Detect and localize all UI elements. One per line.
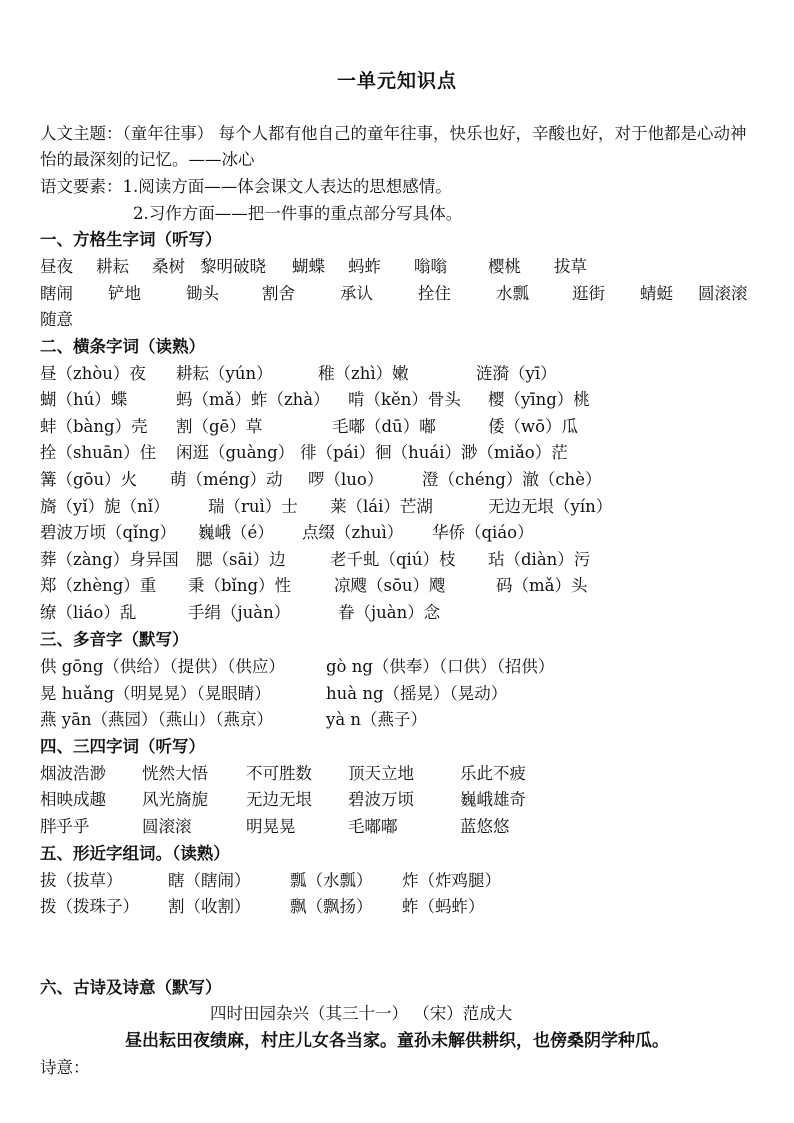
word-item: 炸（炸鸡腿） [402,871,501,890]
word-item: 涟漪（yī） [476,364,557,383]
word-item: yà n（燕子） [326,710,428,729]
word-item: 蜻蜓 [640,284,673,303]
word-item: 拔（拔草） [40,871,123,890]
word-item: 水瓢 [496,284,529,303]
word-item: 无边无垠 [246,790,312,809]
word-item: 拨（拨珠子） [40,897,139,916]
word-item: 瓢（水瓢） [290,871,373,890]
word-item: gò ng（供奉）（口供）（招供） [326,657,555,676]
word-item: 割舍 [262,284,295,303]
word-item: 明晃晃 [246,817,296,836]
word-item: 昼（zhòu）夜 [40,364,146,383]
section-3-row [40,654,756,680]
section-2-row [40,387,756,413]
word-item: 割（收割） [168,897,251,916]
word-item: 蚱（蚂蚱） [402,897,485,916]
word-item: 乐此不疲 [460,764,526,783]
word-item: 蚌（bàng）壳 [40,417,148,436]
section-4-row [40,761,756,787]
word-item: 萌（méng）动 [170,470,283,489]
word-item: 点缀（zhuì） [302,523,404,542]
word-item: 割（gē）草 [176,417,263,436]
section-1-row-2 [40,281,756,307]
section-3-row [40,681,756,707]
word-item: 耕耘 [96,257,129,276]
section-5-row [40,894,756,920]
poem-title: 四时田园杂兴（其三十一） （宋）范成大 [210,1004,513,1023]
word-item: 晃 huǎng（明晃晃）（晃眼睛） [40,684,271,703]
word-item: 锄头 [186,284,219,303]
poem-text: 昼出耘田夜绩麻，村庄儿女各当家。童孙未解供耕织，也傍桑阴学种瓜。 [125,1031,669,1051]
section-2-row [40,600,756,626]
section-4-row [40,814,756,840]
word-item: 瞎闹 [40,284,73,303]
word-item: 圆滚滚 [698,284,748,303]
word-item: 蝴蝶 [292,257,325,276]
word-item: huà ng（摇晃）（晃动） [326,684,508,703]
word-item: 旖（yǐ）旎（nǐ） [40,497,170,516]
word-item: 拴住 [418,284,451,303]
section-3-row [40,707,756,733]
word-item: 烟波浩渺 [40,764,106,783]
theme-paragraph: 人文主题：（童年往事） 每个人都有他自己的童年往事，快乐也好，辛酸也好，对于他都是心动神怡的最深刻的记忆。——冰心 [40,124,747,169]
word-item: 巍峨雄奇 [460,790,526,809]
word-item: 逛街 [572,284,605,303]
word-item: 葬（zàng）身异国 [40,550,179,569]
word-item: 樱（yīng）桃 [488,390,590,409]
section-5-row [40,868,756,894]
word-item: 风光旖旎 [142,790,208,809]
section-2-row [40,547,756,573]
word-item: 相映成趣 [40,790,106,809]
section-3-heading: 三、多音字（默写） [40,630,189,649]
section-4-row [40,787,756,813]
word-item: 圆滚滚 [142,817,192,836]
word-item: 闲逛（guàng） [176,443,295,462]
section-4-heading: 四、三四字词（听写） [40,737,205,756]
section-2-heading: 二、横条字词（读熟） [40,337,205,356]
word-item: 蚂蚱 [348,257,381,276]
word-item: 顶天立地 [348,764,414,783]
word-item: 澄（chéng）澈（chè） [422,470,602,489]
section-2-row [40,520,756,546]
word-item: 随意 [40,310,73,329]
word-item: 眷（juàn）念 [338,603,441,622]
word-item: 手绢（juàn） [188,603,291,622]
word-item: 昼夜 [40,257,73,276]
word-item: 老千虬（qiú）枝 [330,550,456,569]
word-item: 徘（pái）徊（huái）渺（miǎo）茫 [300,443,568,462]
word-item: 恍然大悟 [142,764,208,783]
poem-meaning-label: 诗意： [40,1058,90,1077]
word-item: 樱桃 [488,257,521,276]
word-item: 飘（飘扬） [290,897,373,916]
word-item: 巍峨（é） [198,523,274,542]
section-2-row [40,414,756,440]
word-item: 篝（gōu）火 [40,470,138,489]
elements-line-1: 语文要素：1.阅读方面——体会课文人表达的思想感情。 [40,177,452,196]
word-item: 毛嘟嘟 [348,817,398,836]
word-item: 瞎（瞎闹） [168,871,251,890]
word-item: 无边无垠（yín） [488,497,613,516]
word-item: 华侨（qiáo） [432,523,534,542]
word-item: 码（mǎ）头 [496,576,588,595]
word-item: 莱（lái）芒湖 [330,497,433,516]
word-item: 不可胜数 [246,764,312,783]
word-item: 凉飕（sōu）飕 [334,576,446,595]
elements-line-2: 2.习作方面——把一件事的重点部分写具体。 [133,204,463,223]
section-5-heading: 五、形近字组词。（读熟） [40,844,230,863]
word-item: 拴（shuān）住 [40,443,157,462]
word-item: 缭（liáo）乱 [40,603,137,622]
word-item: 黎明破晓 [200,257,266,276]
section-2-row [40,440,756,466]
word-item: 倭（wō）瓜 [488,417,579,436]
word-item: 稚（zhì）嫩 [318,364,409,383]
word-item: 蚂（mǎ）蚱（zhà） [176,390,330,409]
word-item: 嗡嗡 [414,257,447,276]
word-item: 承认 [340,284,373,303]
section-6-heading: 六、古诗及诗意（默写） [40,978,222,997]
word-item: 蝴（hú）蝶 [40,390,128,409]
word-item: 郑（zhèng）重 [40,576,157,595]
section-2-row [40,467,756,493]
section-1-heading: 一、方格生字词（听写） [40,230,222,249]
word-item: 供 gōng（供给）（提供）（供应） [40,657,285,676]
word-item: 燕 yān（燕园）（燕山）（燕京） [40,710,274,729]
word-item: 腮（sāi）边 [196,550,286,569]
word-item: 铲地 [108,284,141,303]
word-item: 毛嘟（dū）嘟 [332,417,436,436]
word-item: 啰（luo） [308,470,384,489]
section-1-row-1 [40,254,756,280]
section-2-row [40,494,756,520]
word-item: 碧波万顷 [348,790,414,809]
word-item: 蓝悠悠 [460,817,510,836]
word-item: 瑞（ruì）士 [208,497,298,516]
section-2-row [40,573,756,599]
word-item: 胖乎乎 [40,817,90,836]
word-item: 碧波万顷（qǐng） [40,523,177,542]
word-item: 桑树 [152,257,185,276]
word-item: 拔草 [554,257,587,276]
page-title: 一单元知识点 [336,70,457,92]
section-2-row [40,361,756,387]
word-item: 啃（kěn）骨头 [348,390,461,409]
word-item: 秉（bǐng）性 [188,576,292,595]
word-item: 玷（diàn）污 [488,550,591,569]
word-item: 耕耘（yún） [176,364,273,383]
section-1-row-3 [40,307,756,333]
